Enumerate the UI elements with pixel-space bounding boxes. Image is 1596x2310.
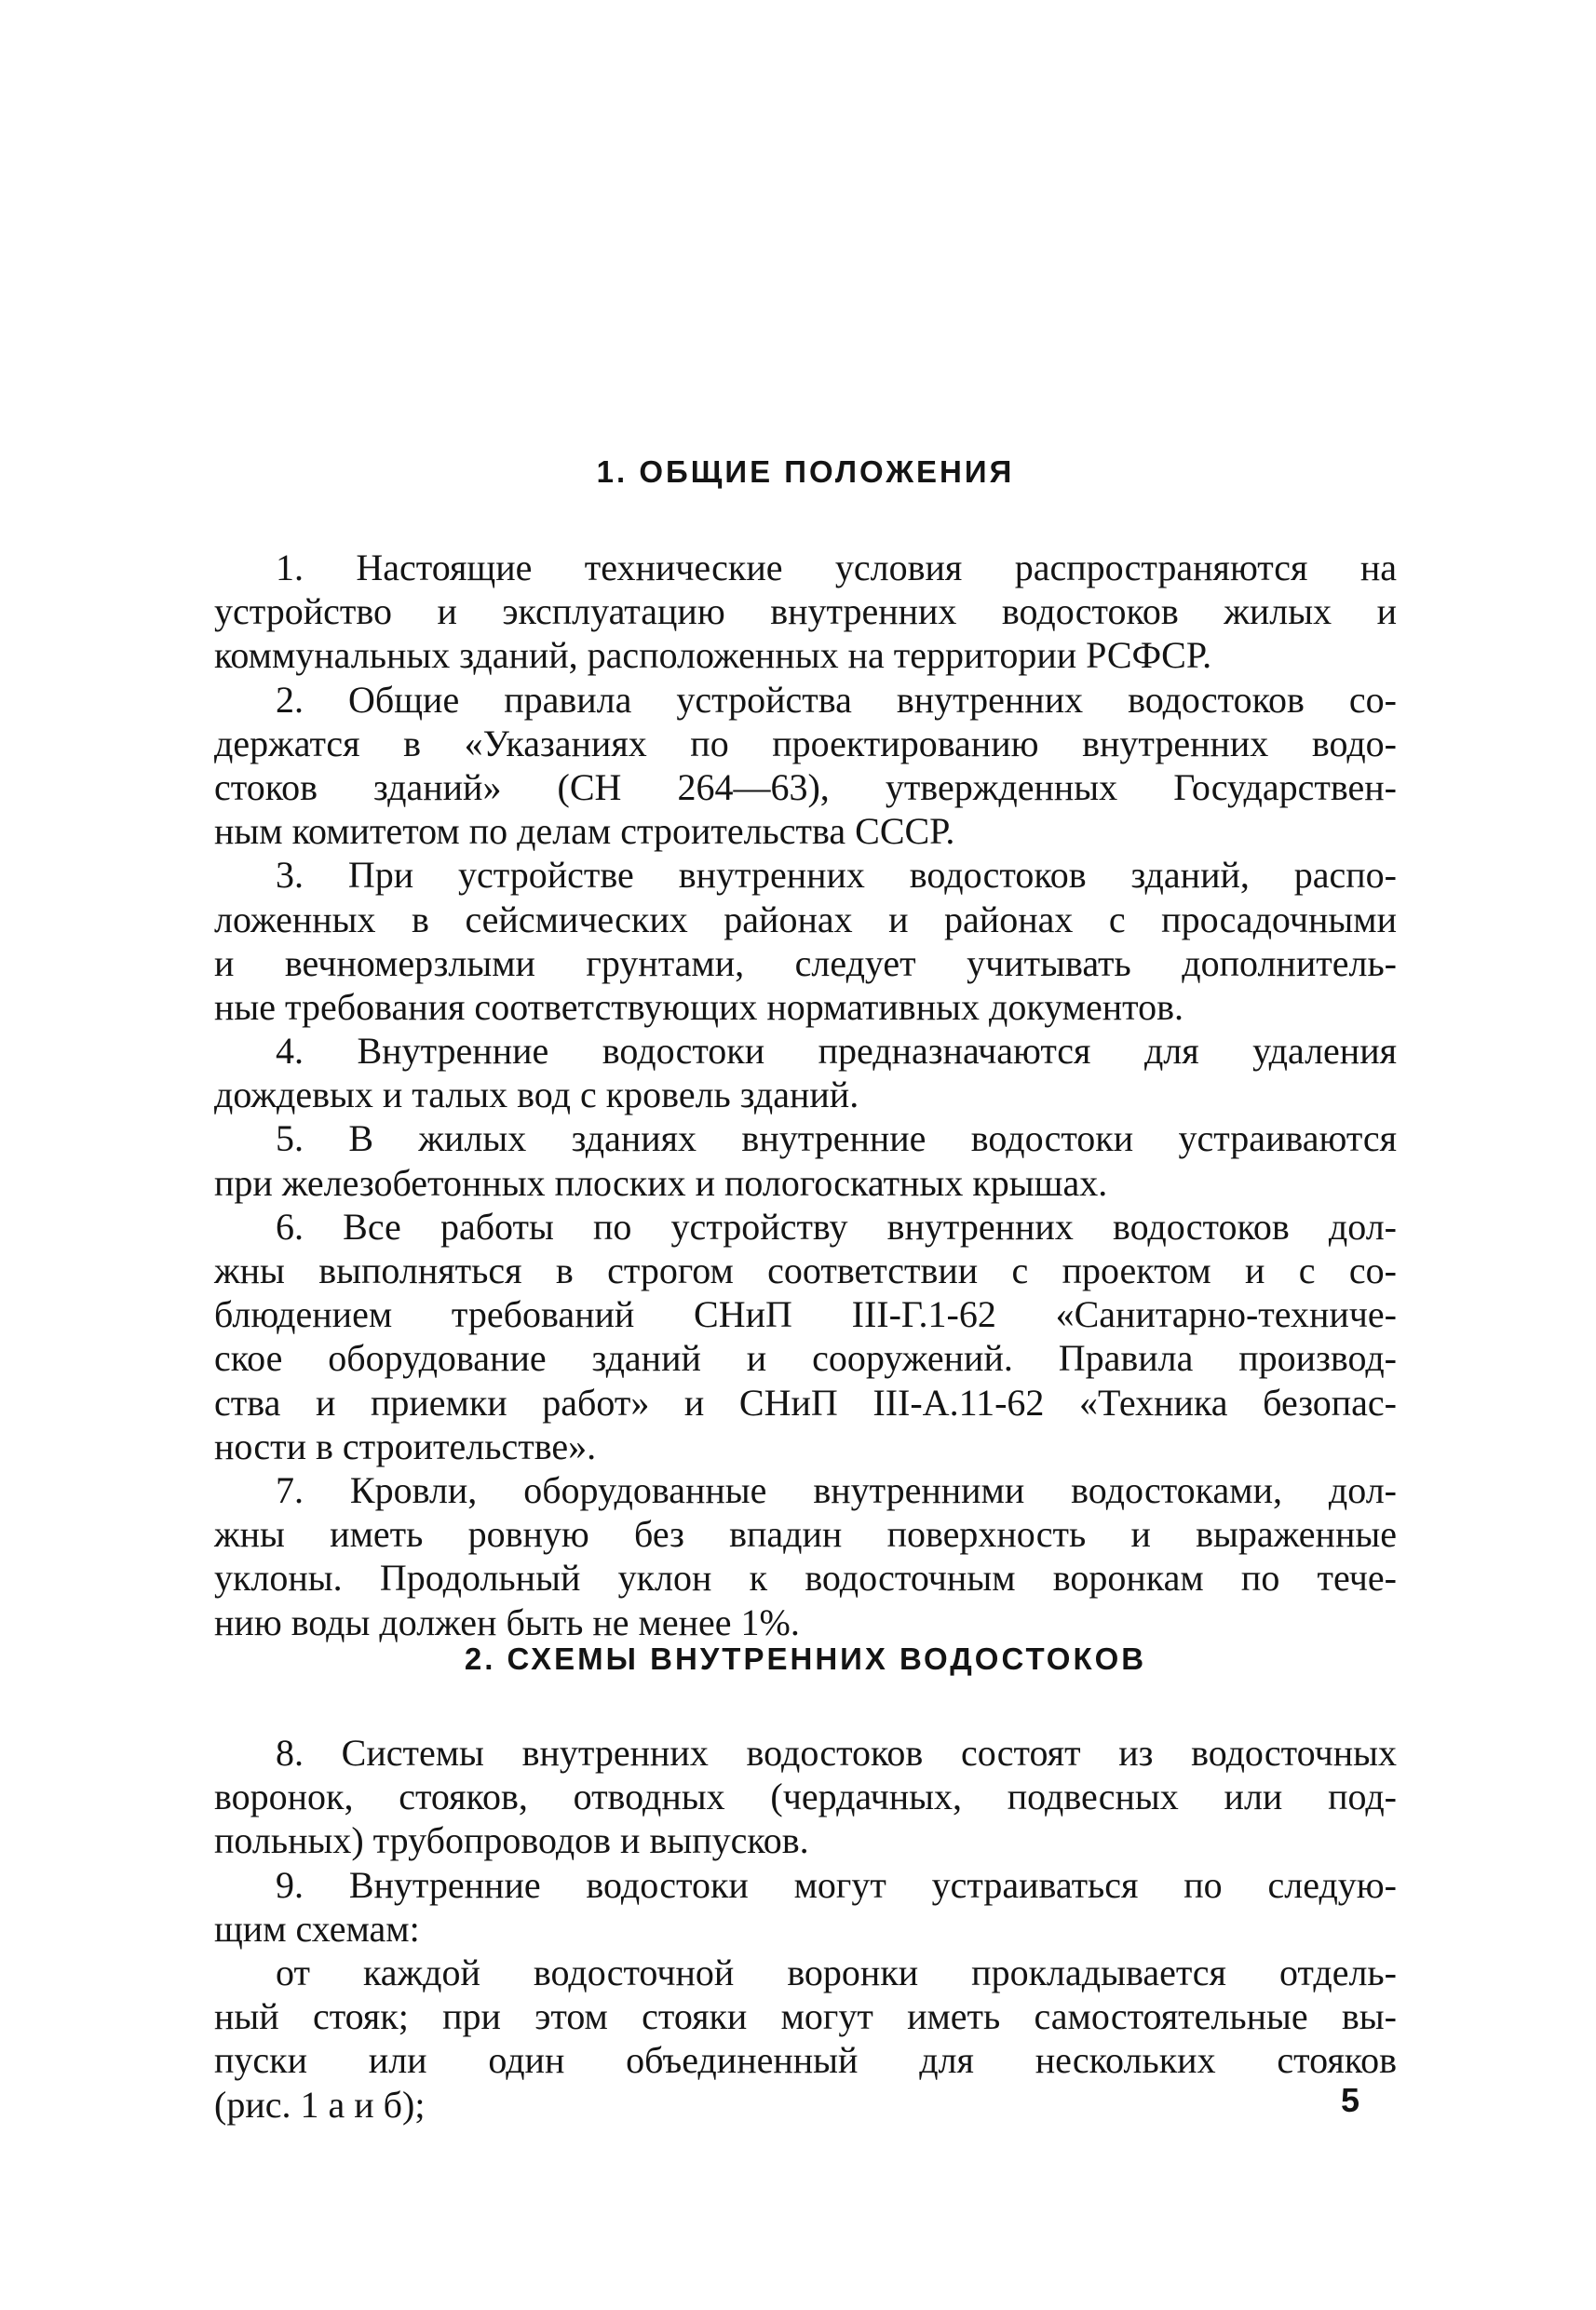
text-line: дождевых и талых вод с кровель зданий. [214, 1074, 859, 1116]
text-line: от каждой водосточной воронки прокладывается отдель- [276, 1951, 1397, 1993]
text-line: польных) трубопроводов и выпусков. [214, 1819, 809, 1862]
page-number: 5 [1341, 2081, 1360, 2119]
text-line: стоков зданий» (СН 264—63), утвержденных Государствен- [214, 765, 1397, 808]
text-line: 4. Внутренние водостоки предназначаются для удаления [276, 1030, 1397, 1073]
paragraph [214, 1029, 1397, 1116]
paragraph [214, 678, 1397, 854]
paragraph [214, 1116, 1397, 1204]
paragraph [214, 853, 1397, 1029]
text-line: ства и приемки работ» и СНиП III-А.11-62 «Техника безопас- [214, 1381, 1397, 1424]
text-line: и вечномерзлыми грунтами, следует учитывать дополнитель- [214, 941, 1397, 984]
text-line: 5. В жилых зданиях внутренние водостоки устраиваются [276, 1117, 1397, 1160]
paragraph [214, 546, 1397, 678]
text-line: при железобетонных плоских и пологоскатных крышах. [214, 1161, 1108, 1204]
text-line: нию воды должен быть не менее 1%. [214, 1601, 800, 1643]
text-line: 7. Кровли, оборудованные внутренними водостоками, дол- [276, 1468, 1397, 1511]
text-line: 3. При устройстве внутренних водостоков зданий, распо- [276, 854, 1397, 897]
text-line: 6. Все работы по устройству внутренних водостоков дол- [276, 1205, 1397, 1248]
section-2-heading: 2. СХЕМЫ ВНУТРЕННИХ ВОДОСТОКОВ [464, 1641, 1147, 1676]
text-line: ные требования соответствующих нормативных документов. [214, 985, 1183, 1028]
text-line: устройство и эксплуатацию внутренних водостоков жилых и [214, 590, 1397, 633]
text-line: ный стояк; при этом стояки могут иметь самостоятельные вы- [214, 1995, 1397, 2038]
text-line: ности в строительстве». [214, 1425, 597, 1467]
text-line: 2. Общие правила устройства внутренних водостоков со- [276, 678, 1397, 721]
text-line: воронок, стояков, отводных (чердачных, подвесных или под- [214, 1776, 1397, 1818]
paragraph [214, 1468, 1397, 1644]
text-line: ложенных в сейсмических районах и районах с просадочными [214, 898, 1397, 940]
text-line: держатся в «Указаниях по проектированию внутренних водо- [214, 722, 1397, 764]
text-line: щим схемам: [214, 1907, 420, 1950]
text-line: жны иметь ровную без впадин поверхность и выраженные [214, 1513, 1397, 1556]
text-line: коммунальных зданий, расположенных на территории РСФСР. [214, 634, 1212, 677]
text-line: 8. Системы внутренних водостоков состоят из водосточных [276, 1732, 1397, 1774]
text-line: (рис. 1 а и б); [214, 2083, 426, 2126]
paragraph [214, 1731, 1397, 1863]
section-2-body [214, 1731, 1397, 2127]
text-line: уклоны. Продольный уклон к водосточным воронкам по тече- [214, 1557, 1397, 1600]
text-line: 9. Внутренние водостоки могут устраиваться по следую- [276, 1863, 1397, 1906]
text-line: ское оборудование зданий и сооружений. Правила производ- [214, 1337, 1397, 1380]
text-line: жны выполняться в строгом соответствии с проектом и с со- [214, 1250, 1397, 1291]
section-1-heading: 1. ОБЩИЕ ПОЛОЖЕНИЯ [596, 454, 1015, 489]
paragraph [214, 1863, 1397, 1951]
paragraph [214, 1951, 1397, 2127]
text-line: ным комитетом по делам строительства СССР. [214, 810, 955, 853]
section-1-body [214, 546, 1397, 1644]
text-line: 1. Настоящие технические условия распространяются на [276, 547, 1397, 588]
paragraph [214, 1205, 1397, 1468]
text-line: блюдением требований СНиП III-Г.1-62 «Санитарно-техниче- [214, 1293, 1397, 1336]
text-line: пуски или один объединенный для нескольких стояков [214, 2039, 1397, 2082]
